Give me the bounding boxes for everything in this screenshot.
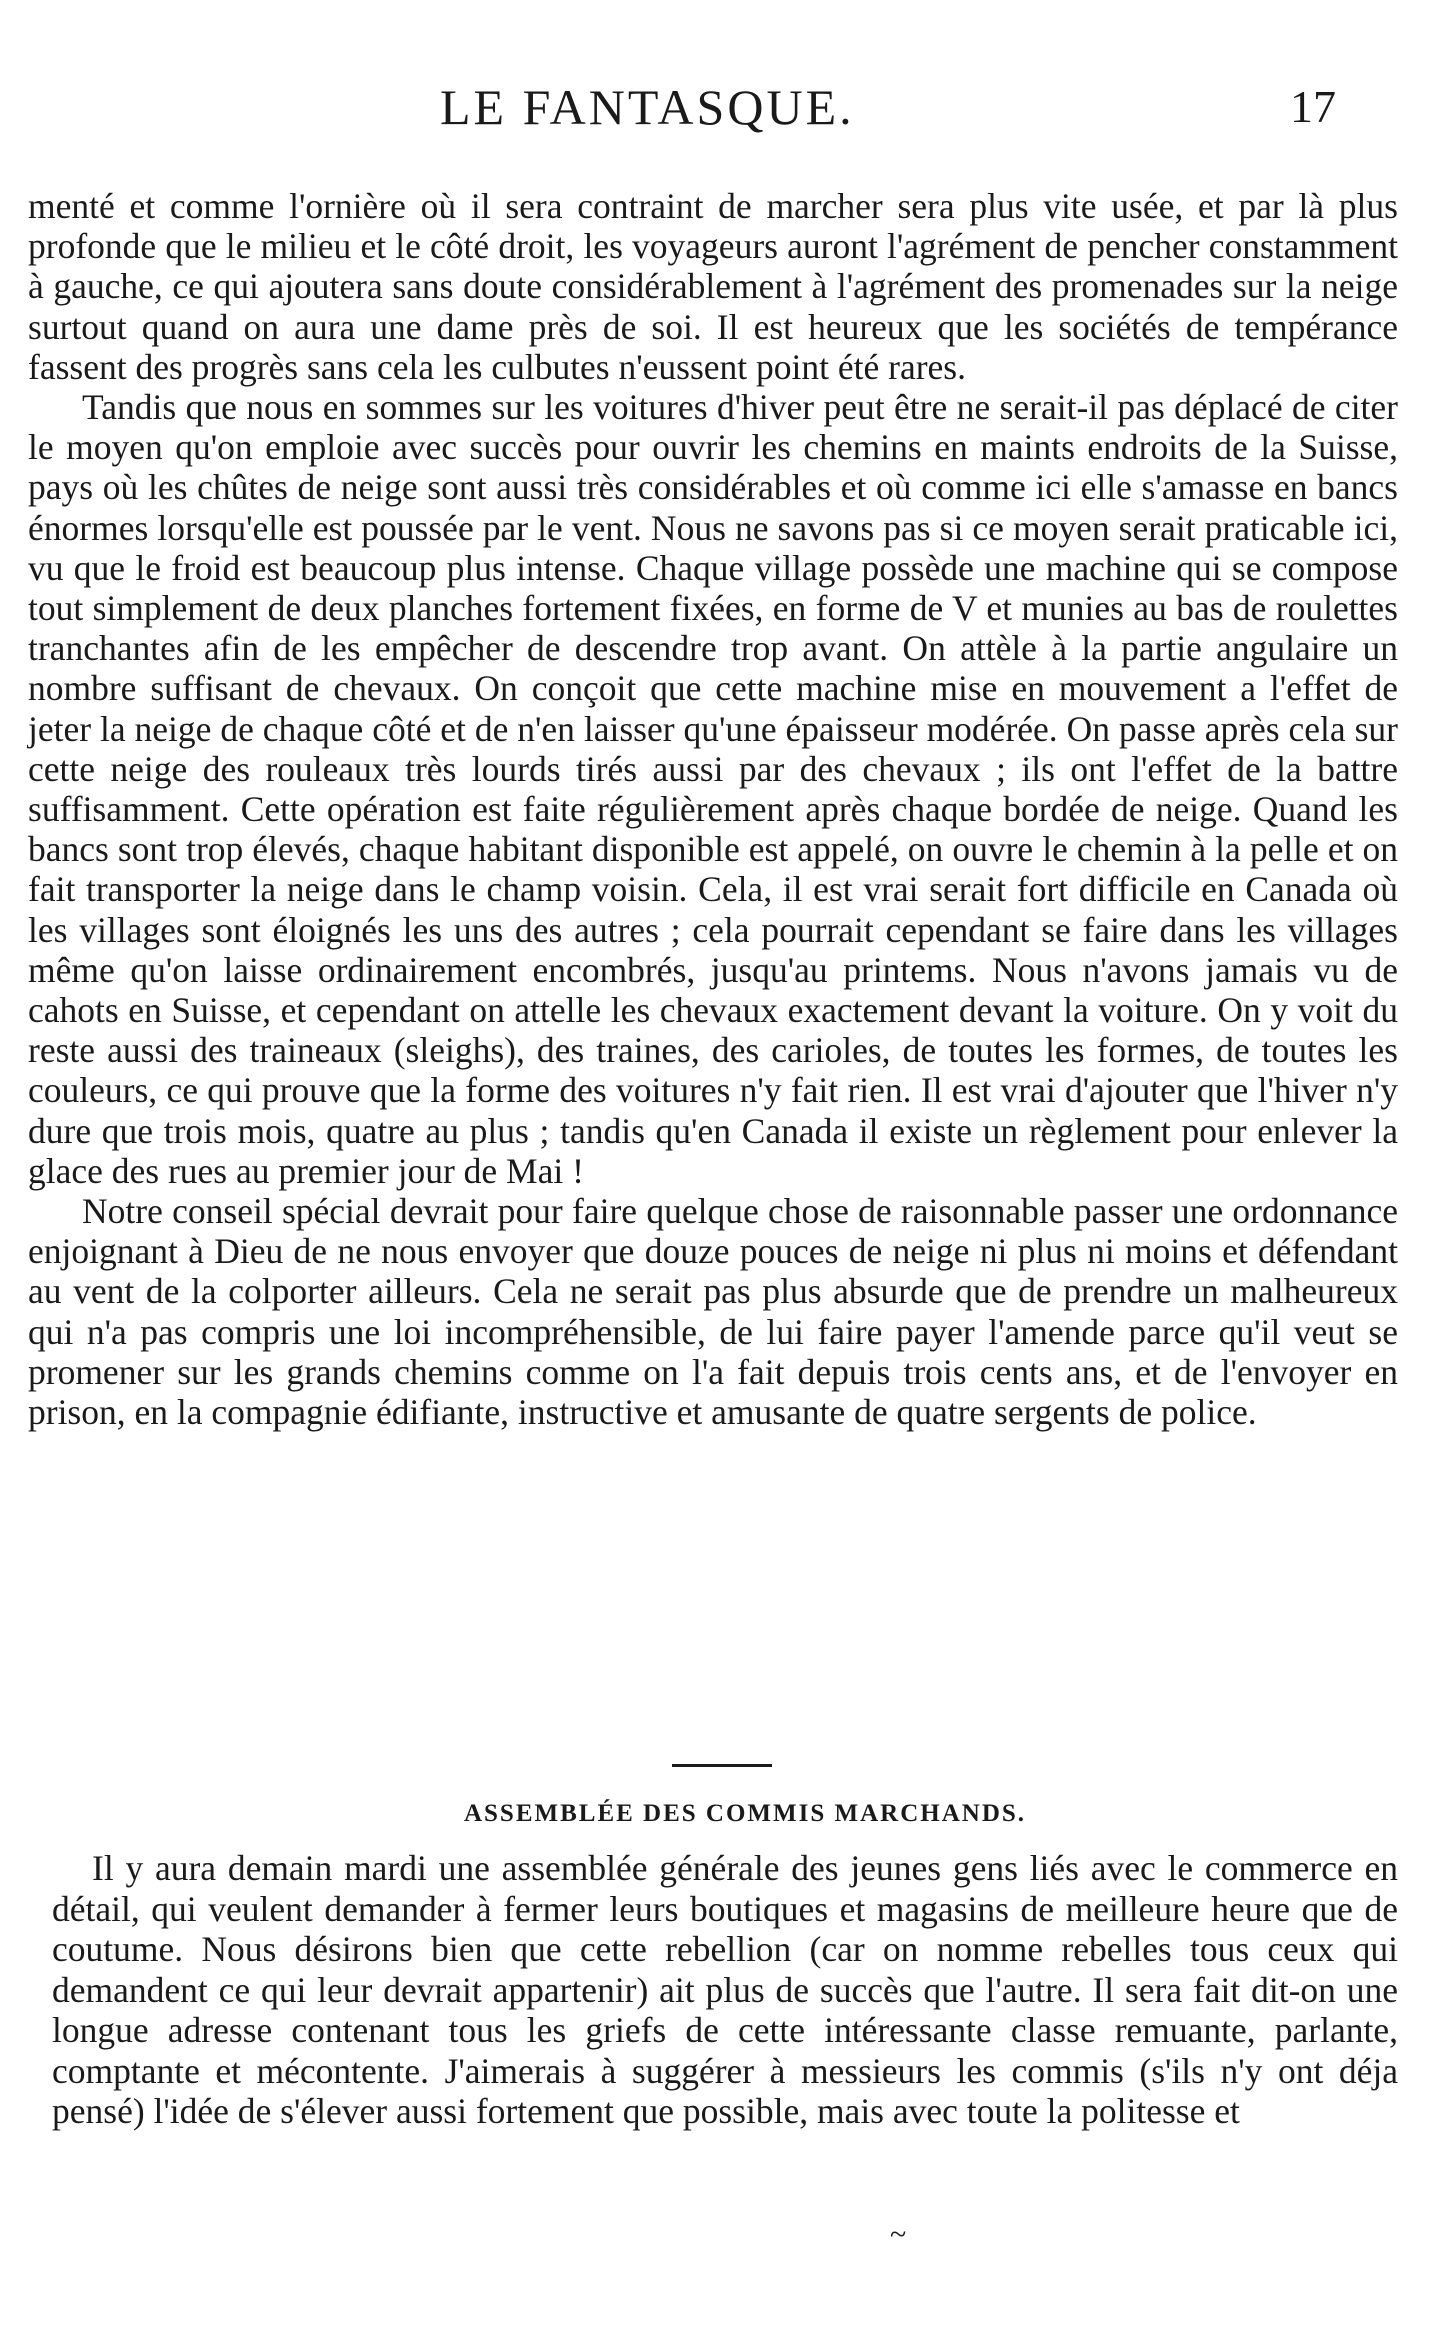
paragraph-2: Tandis que nous en sommes sur les voitures d'hiver peut être ne serait-il pas déplacé de citer le moyen qu'on emploie avec succès pour ouvrir les chemins en maints endroits de la Suisse, pays où les chûtes de neige sont aussi très considérables et où comme ici elle s'amasse en bancs énormes lorsqu'elle est poussée par le vent. Nous ne savons pas si ce moyen serait praticable ici, vu que le froid est beaucoup plus intense. Chaque village possède une machine qui se compose tout simplement de deux planches fortement fixées, en forme de V et munies au bas de roulettes tranchantes afin de les empêcher de descendre trop avant. On attèle à la partie angulaire un nombre suffisant de chevaux. On conçoit que cette machine mise en mouvement a l'effet de jeter la neige de chaque côté et de n'en laisser qu'une épaisseur modérée. On passe après cela sur cette neige des rouleaux très lourds tirés aussi par des chevaux ; ils ont l'effet de la battre suffisamment. Cette opération est faite régulièrement après chaque bordée de neige. Quand les bancs sont trop élevés, chaque habitant disponible est appelé, on ouvre le chemin à la pelle et on fait transporter la neige dans le champ voisin. Cela, il est vrai serait fort difficile en Canada où les villages sont éloignés les uns des autres ; cela pourrait cependant se faire dans les villages même qu'on laisse ordinairement encombrés, jusqu'au printems. Nous n'avons jamais vu de cahots en Suisse, et cependant on attelle les chevaux exactement devant la voiture. On y voit du reste aussi des traineaux (sleighs), des traines, des carioles, de toutes les formes, de toutes les couleurs, ce qui prouve que la forme des voitures n'y fait rien. Il est vrai d'ajouter que l'hiver n'y dure que trois mois, quatre au plus ; tandis qu'en Canada il existe un règlement pour enlever la glace des rues au premier jour de Mai ! <box>28 387 1398 1191</box>
footer-mark: ~ <box>890 2218 907 2251</box>
page-number: 17 <box>1290 81 1336 132</box>
journal-title: LE FANTASQUE. <box>440 79 855 135</box>
running-head <box>0 78 1438 148</box>
section-divider <box>672 1764 772 1767</box>
article-body <box>28 186 1398 1432</box>
paragraph-3: Notre conseil spécial devrait pour faire quelque chose de raisonnable passer une ordonnance enjoignant à Dieu de ne nous envoyer que douze pouces de neige ni plus ni moins et défendant au vent de la colporter ailleurs. Cela ne serait pas plus absurde que de prendre un malheureux qui n'a pas compris une loi incompréhensible, de lui faire payer l'amende parce qu'il veut se promener sur les grands chemins comme on l'a fait depuis trois cents ans, et de l'envoyer en prison, en la compagnie édifiante, instructive et amusante de quatre sergents de police. <box>28 1191 1398 1433</box>
paragraph-1: menté et comme l'ornière où il sera contraint de marcher sera plus vite usée, et par là plus profonde que le milieu et le côté droit, les voyageurs auront l'agrément de pencher constamment à gauche, ce qui ajoutera sans doute considérablement à l'agrément des promenades sur la neige surtout quand on aura une dame près de soi. Il est heureux que les sociétés de tempérance fassent des progrès sans cela les culbutes n'eussent point été rares. <box>28 186 1398 387</box>
section-heading: ASSEMBLÉE DES COMMIS MARCHANDS. <box>463 1800 1027 1827</box>
commis-section <box>52 1800 1398 2132</box>
section-paragraph: Il y aura demain mardi une assemblée générale des jeunes gens liés avec le commerce en détail, qui veulent demander à fermer leurs boutiques et magasins de meilleure heure que de coutume. Nous désirons bien que cette rebellion (car on nomme rebelles tous ceux qui demandent ce qui leur devrait appartenir) ait plus de succès que l'autre. Il sera fait dit-on une longue adresse contenant tous les griefs de cette intéressante classe remuante, parlante, comptante et mécontente. J'aimerais à suggérer à messieurs les commis (s'ils n'y ont déja pensé) l'idée de s'élever aussi fortement que possible, mais avec toute la politesse et <box>52 1848 1398 2131</box>
